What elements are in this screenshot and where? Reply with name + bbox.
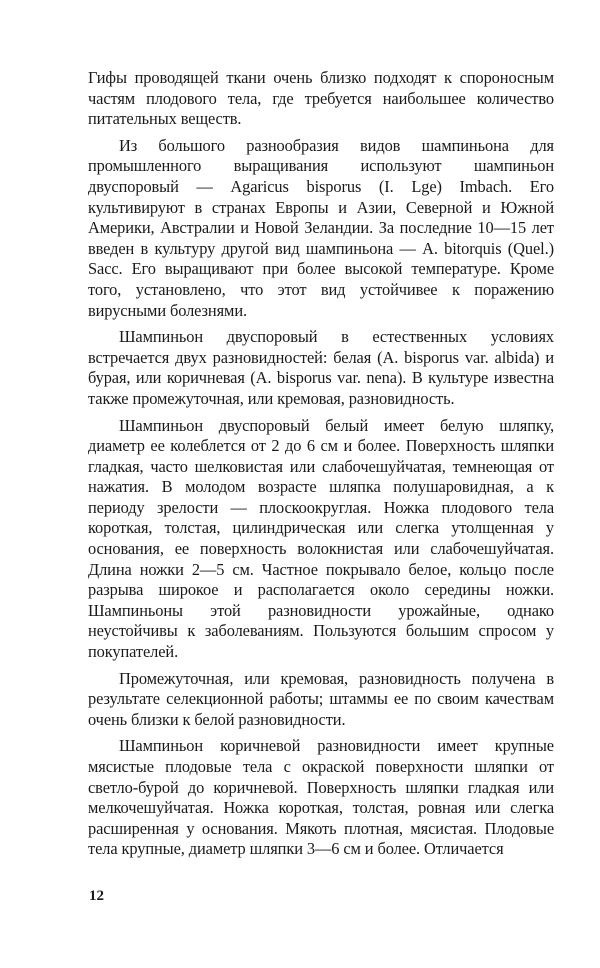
page-number: 12 bbox=[89, 888, 104, 904]
paragraph-4: Шампиньон двуспоровый белый имеет белую шляпку, диаметр ее колеблется от 2 до 6 см и более. Поверхность шляпки гладкая, часто шелковистая или слабочешуйчатая, темнеющая от нажатия. В молодом возрасте шляпка полушаровидная, а к периоду зрелости — плоскоокруглая. Ножка плодового тела короткая, толстая, цилиндрическая или слегка утолщенная у основания, ее поверхность волокнистая или слабочешуйчатая. Длина ножки 2—5 см. Частное покрывало белое, кольцо после разрыва широкое и располагается около середины ножки. Шампиньоны этой разновидности урожайные, однако неустойчивы к заболеваниям. Пользуются большим спросом у покупателей. bbox=[88, 415, 554, 662]
page-body bbox=[88, 68, 554, 866]
paragraph-5: Промежуточная, или кремовая, разновидность получена в результате селекционной работы; штаммы ее по своим качествам очень близки к белой разновидности. bbox=[88, 668, 554, 729]
paragraph-3: Шампиньон двуспоровый в естественных условиях встречается двух разновидностей: белая (A. bisporus var. albida) и бурая, или коричневая (A. bisporus var. nena). В культуре известна также промежуточная, или кремовая, разновидность. bbox=[88, 327, 554, 408]
paragraph-1: Гифы проводящей ткани очень близко подходят к спороносным частям плодового тела, где требуется наибольшее количество питательных веществ. bbox=[88, 68, 554, 129]
paragraph-6: Шампиньон коричневой разновидности имеет крупные мясистые плодовые тела с окраской поверхности шляпки от светло-бурой до коричневой. Поверхность шляпки гладкая или мелкочешуйчатая. Ножка короткая, толстая, ровная или слегка расширенная у основания. Мякоть плотная, мясистая. Плодовые тела крупные, диаметр шляпки 3—6 см и более. Отличается bbox=[88, 736, 554, 859]
paragraph-2: Из большого разнообразия видов шампиньона для промышленного выращивания используют шампиньон двуспоровый — Agaricus bisporus (I. Lge) Imbach. Его культивируют в странах Европы и Азии, Северной и Южной Америки, Австралии и Новой Зеландии. За последние 10—15 лет введен в культуру другой вид шампиньона — A. bitorquis (Quel.) Sacc. Его выращивают при более высокой температуре. Кроме того, установлено, что этот вид устойчивее к поражению вирусными болезнями. bbox=[88, 135, 554, 320]
